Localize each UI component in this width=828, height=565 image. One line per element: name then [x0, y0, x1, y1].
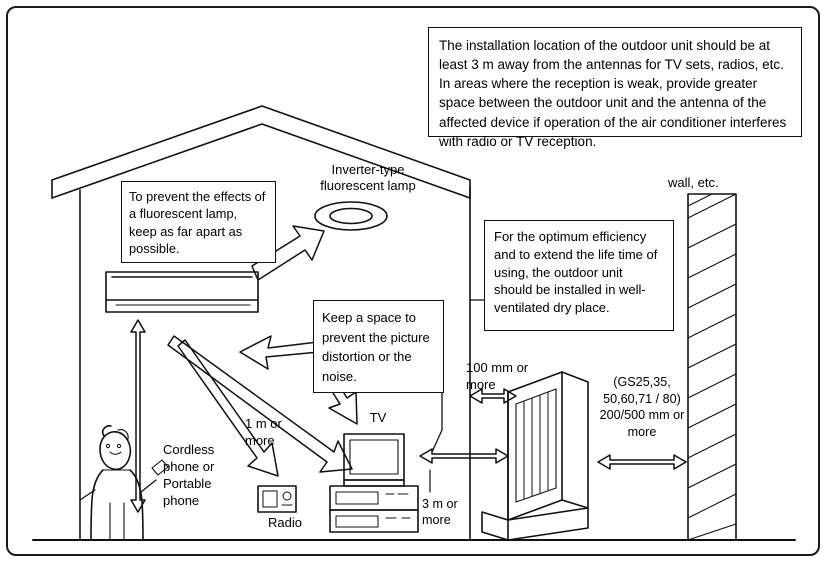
exterior-wall-panel [688, 194, 736, 540]
arrow-wall-clearance [598, 455, 686, 469]
radio [258, 486, 296, 512]
callout-outdoor-unit-placement: For the optimum efficiency and to extend the life time of using, the outdoor unit should be installed in well-ventilated dry place. [484, 220, 674, 331]
label-cordless-phone: Cordless phone or Portable phone [163, 442, 215, 509]
label-inverter-lamp: Inverter-type fluorescent lamp [320, 162, 416, 194]
television [330, 434, 418, 532]
label-distance-3m: 3 m or more [422, 497, 458, 528]
label-wall: wall, etc. [668, 175, 719, 190]
person [80, 426, 168, 540]
label-clearance-100mm: 100 mm or more [466, 360, 529, 392]
callout-antenna-distance: The installation location of the outdoor unit should be at least 3 m away from the antennas for TV sets, radios, etc. In areas where the reception is weak, provide greater space between the outdoor unit and the antenna of the affected device if operation of the air conditioner interferes with radio or TV reception. [428, 27, 802, 137]
arrow-space-to-tv [240, 336, 319, 369]
arrow-tv-to-outdoor [420, 449, 508, 463]
outdoor-unit [482, 372, 588, 540]
label-distance-1m: 1 m or more [245, 416, 282, 448]
label-gs-models-clearance: (GS25,35, 50,60,71 / 80) 200/500 mm or more [599, 375, 685, 439]
callout-keep-space: Keep a space to prevent the picture distortion or the noise. [313, 300, 444, 393]
callout-fluorescent-lamp: To prevent the effects of a fluorescent lamp, keep as far apart as possible. [121, 181, 276, 263]
label-radio: Radio [268, 515, 302, 530]
fluorescent-lamp [315, 202, 387, 230]
label-tv: TV [369, 410, 387, 425]
indoor-unit [106, 272, 258, 312]
